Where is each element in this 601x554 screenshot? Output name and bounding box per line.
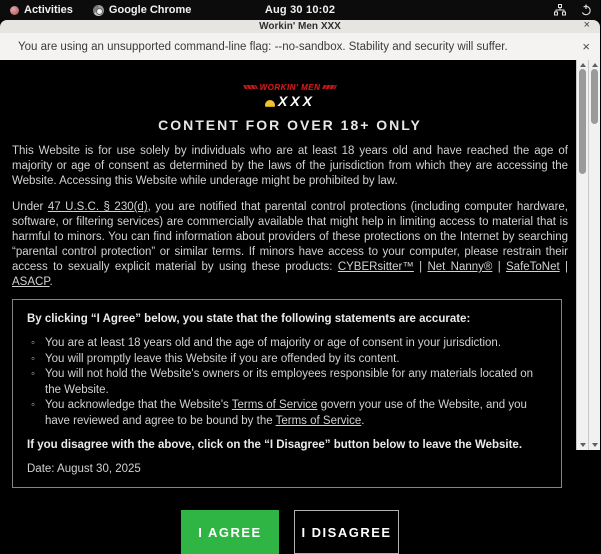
netnanny-link[interactable]: Net Nanny® [427,261,493,273]
page-scrollbar[interactable] [576,60,588,450]
flag-warning-message: You are using an unsupported command-line flag: --no-sandbox. Stability and security will suffer. [18,40,508,53]
logo-line2: XXX [277,93,315,109]
window-titlebar[interactable] [0,20,600,33]
hardhat-icon [265,100,275,106]
logo-wing-left [243,85,258,89]
app-indicator-google-chrome[interactable] [83,0,202,20]
clock[interactable]: Aug 30 10:02 [264,4,336,16]
logo-xxx [12,94,568,108]
activities-button[interactable] [0,0,83,20]
page-scrollbar-thumb[interactable] [579,69,586,174]
flag-warning-infobar [0,33,600,60]
terms-of-service-link-2[interactable]: Terms of Service [275,414,362,427]
activities-label: Activities [24,4,73,16]
consent-buttons [12,510,568,554]
cybersitter-link[interactable]: CYBERsitter™ [337,261,414,273]
asacp-link[interactable]: ASACP [12,276,50,288]
window-scrollbar[interactable] [588,60,600,450]
terms-of-service-link-1[interactable]: Terms of Service [231,399,318,411]
age-paragraph: This Website is for use solely by individuals who are at least 18 years old and have reached the age of majority or age of consent as determined by the laws of the jurisdiction from which they are accessing the Website. Accessing this Website while underage might be prohibited by law. [12,145,568,187]
app-indicator-label: Google Chrome [108,4,192,16]
agreement-bullet-2: ◦ You will promptly leave this Website if you are offended by its content. [31,352,547,368]
i-agree-button[interactable]: I AGREE [181,510,279,554]
page-content [0,60,576,540]
top-bar [0,0,600,20]
logo-wordmark [12,84,568,92]
usc-230d-link[interactable]: 47 U.S.C. § 230(d) [47,201,148,213]
disagree-note: If you disagree with the above, click on the “I Disagree” button below to leave the Website. [27,439,523,451]
window-scrollbar-thumb[interactable] [591,69,598,124]
system-tray [554,0,592,20]
scroll-up-arrow-icon[interactable] [589,61,601,69]
scroll-down-arrow-icon[interactable] [589,441,601,449]
age-warning-heading: CONTENT FOR OVER 18+ ONLY [158,117,422,133]
infobar-close-icon[interactable]: × [582,39,590,54]
window-close-icon[interactable]: × [583,19,590,31]
agreement-box [12,299,562,488]
parental-controls-paragraph: Under 47 U.S.C. § 230(d), you are notified that parental control protections (including computer hardware, software, or filtering services) are commercially available that might help in limiting access to material that is harmful to minors. You can find information about providers of these protections on the Internet by searching “parental control protection” or similar terms. If minors have access to your computer, please restrain their access to sexually explicit material by using these products: CYBERsitter™ | Net Nanny® | SafeToNet | ASACP. [12,201,568,288]
agreement-bullet-4: ◦ You acknowledge that the Website's Terms of Service govern your use of the Website, and you have reviewed and agree to be bound by the Terms of Service. [31,398,547,429]
agreement-intro: By clicking “I Agree” below, you state that the following statements are accurate: [27,313,471,325]
logo-line1: WORKIN' MEN [259,83,321,92]
agreement-bullet-1: ◦ You are at least 18 years old and the age of majority or age of consent in your jurisdiction. [31,336,547,352]
i-disagree-button[interactable]: I DISAGREE [294,510,399,554]
agreement-bullet-3: ◦ You will not hold the Website's owners or its employees responsible for any materials located on the Website. [31,367,547,398]
network-icon[interactable] [554,4,566,16]
window-title: Workin' Men XXX [259,21,341,32]
logo-wing-right [322,85,337,89]
distro-icon [10,6,19,15]
power-icon[interactable] [580,4,592,16]
chrome-icon [93,5,104,16]
site-logo [12,84,568,108]
date-line: Date: August 30, 2025 [27,463,141,475]
agreement-bullet-list [31,336,547,429]
safetonet-link[interactable]: SafeToNet [506,261,560,273]
